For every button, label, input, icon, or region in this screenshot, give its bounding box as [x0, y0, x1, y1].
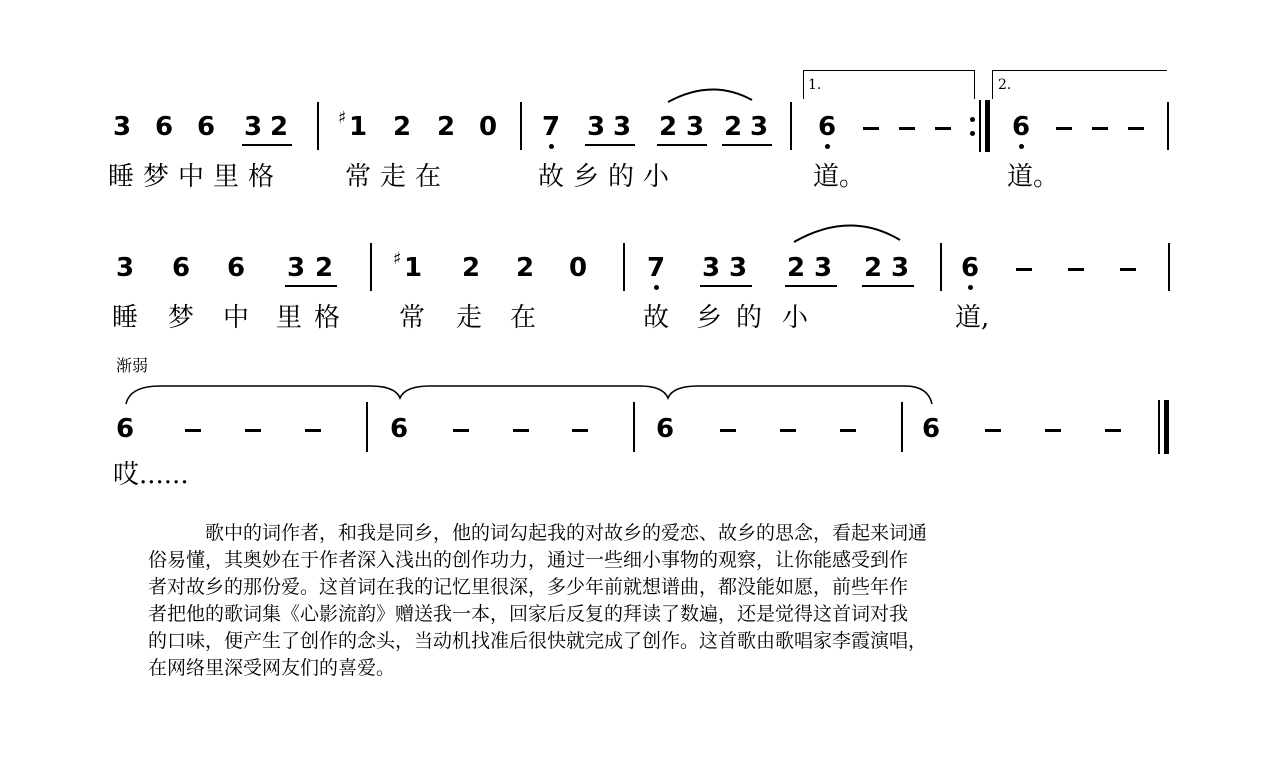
dynamic-marking: 渐弱 [116, 356, 149, 375]
lyric: 里 [276, 303, 303, 333]
lyric: 中 [223, 303, 250, 333]
text-line: 歌中的词作者，和我是同乡，他的词勾起我的对故乡的爱恋、故乡的思念，看起来词通 [205, 522, 928, 544]
note: 1 [348, 112, 368, 142]
note: 3 [685, 112, 705, 142]
lyric: 睡 [112, 303, 139, 333]
lyric: 乡 [696, 303, 723, 333]
note: 2 [436, 112, 456, 142]
note: 3 [890, 253, 910, 283]
tie-arc [126, 386, 932, 404]
lyric: 道。 [813, 162, 866, 192]
note: 7 [541, 112, 561, 142]
note: 6 [921, 414, 941, 444]
lyric: 故乡的小 [538, 162, 679, 192]
note: 6 [817, 112, 837, 142]
note: 3 [749, 112, 769, 142]
lyric: 常 [399, 303, 426, 333]
note: 3 [586, 112, 606, 142]
text-line: 俗易懂，其奥妙在于作者深入浅出的创作功力，通过一些细小事物的观察，让你能感受到作 [148, 549, 909, 571]
note: 2 [786, 253, 806, 283]
note: 3 [243, 112, 263, 142]
note: 6 [960, 253, 980, 283]
lyric: 故 [643, 303, 670, 333]
note: 2 [723, 112, 743, 142]
note: 3 [115, 253, 135, 283]
lyric: 在 [510, 303, 537, 333]
lyric: 道, [955, 303, 990, 333]
note: 0 [478, 112, 498, 142]
note: 6 [154, 112, 174, 142]
lyric: 睡梦中里格 [108, 162, 284, 192]
slur [794, 225, 900, 242]
lyric: 走 [456, 303, 483, 333]
lyric: 常走在 [345, 162, 451, 192]
note: 3 [813, 253, 833, 283]
note: 6 [1011, 112, 1031, 142]
note: 2 [314, 253, 334, 283]
note: 6 [226, 253, 246, 283]
volta-2-label: 2. [998, 77, 1012, 93]
note: 6 [389, 414, 409, 444]
note: 3 [112, 112, 132, 142]
note: 0 [568, 253, 588, 283]
note: 2 [461, 253, 481, 283]
lyric: 的 [736, 303, 763, 333]
note: 6 [115, 414, 135, 444]
note: 6 [655, 414, 675, 444]
note: 1 [403, 253, 423, 283]
text-line: 者把他的歌词集《心影流韵》赠送我一本，回家后反复的拜读了数遍，还是觉得这首词对我 [148, 603, 909, 625]
note: 2 [269, 112, 289, 142]
note: 3 [612, 112, 632, 142]
sharp-icon: ♯ [393, 249, 402, 269]
lyric: 梦 [168, 303, 195, 333]
text-line: 者对故乡的那份爱。这首词在我的记忆里很深，多少年前就想谱曲，都没能如愿，前些年作 [148, 576, 909, 598]
note: 3 [286, 253, 306, 283]
note: 2 [392, 112, 412, 142]
note: 2 [515, 253, 535, 283]
note: 3 [701, 253, 721, 283]
sharp-icon: ♯ [338, 108, 347, 128]
note: 6 [171, 253, 191, 283]
lyric: 哎...... [113, 460, 189, 490]
text-line: 在网络里深受网友们的喜爱。 [148, 657, 396, 679]
note: 6 [196, 112, 216, 142]
note: 2 [658, 112, 678, 142]
text-line: 的口味，便产生了创作的念头，当动机找准后很快就完成了创作。这首歌由歌唱家李霞演唱， [148, 630, 928, 652]
slur [668, 89, 752, 102]
note: 2 [863, 253, 883, 283]
lyric: 道。 [1007, 162, 1060, 192]
note: 7 [646, 253, 666, 283]
lyric: 小 [782, 303, 809, 333]
lyric: 格 [314, 303, 341, 333]
volta-1-label: 1. [808, 77, 822, 93]
note: 3 [728, 253, 748, 283]
